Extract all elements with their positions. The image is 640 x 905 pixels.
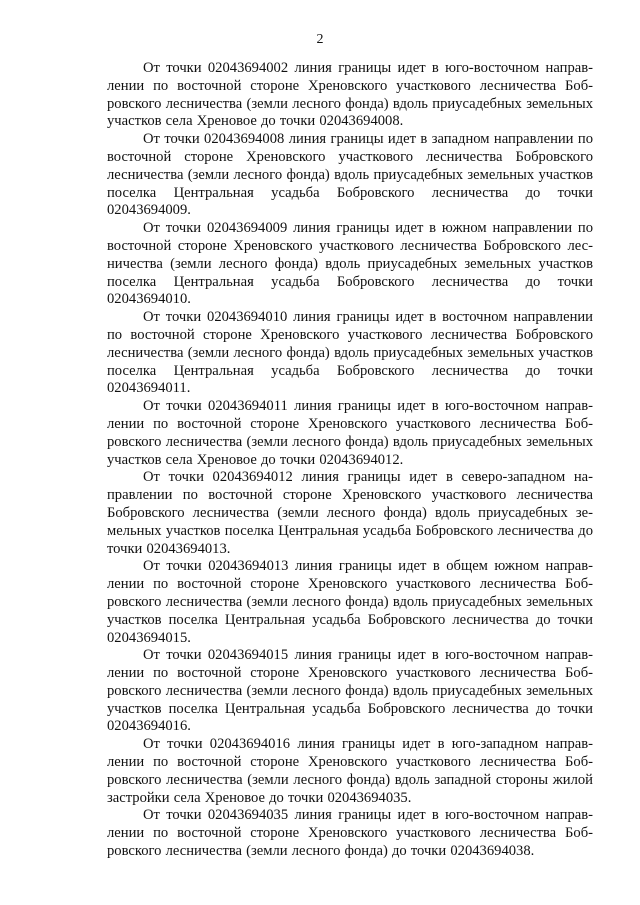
paragraph-5: От точки 02043694011 линия границы идет в юго-восточном направлении по восточной стороне Хреновского участкового лесничества Бобровского лесничества (земли лесного фонда) вдоль приусадебных земельных участков села Хреновое до точки 02043694012. (107, 398, 593, 468)
paragraph-2: От точки 02043694008 линия границы идет в западном направлении по восточной стороне Хреновского участкового лесничества Бобровского лесничества (земли лесного фонда) вдоль приусадебных земельных участков поселка Центральная усадьба Бобровского лесничества до точки 02043694009. (107, 131, 593, 219)
paragraph-3: От точки 02043694009 линия границы идет в южном направлении по восточной стороне Хреновского участкового лесничества Бобровского лесничества (земли лесного фонда) вдоль приусадебных земельных участков поселка Центральная усадьба Бобровского лесничества до точки 02043694010. (107, 220, 593, 308)
paragraph-1: От точки 02043694002 линия границы идет в юго-восточном направлении по восточной стороне Хреновского участкового лесничества Бобровского лесничества (земли лесного фонда) вдоль приусадебных земельных участков села Хреновое до точки 02043694008. (107, 60, 593, 130)
paragraph-6: От точки 02043694012 линия границы идет в северо-западном направлении по восточной стороне Хреновского участкового лесничества Бобровского лесничества (земли лесного фонда) вдоль приусадебных земельных участков поселка Центральная усадьба Бобровского лесничества до точки 02043694013. (107, 469, 593, 557)
paragraph-4: От точки 02043694010 линия границы идет в восточном направлении по восточной стороне Хреновского участкового лесничества Бобровского лесничества (земли лесного фонда) вдоль приусадебных земельных участков поселка Центральная усадьба Бобровского лесничества до точки 02043694011. (107, 309, 593, 397)
page-number: 2 (316, 32, 324, 47)
paragraph-9: От точки 02043694016 линия границы идет в юго-западном направлении по восточной стороне Хреновского участкового лесничества Бобровского лесничества (земли лесного фонда) вдоль западной стороны жилой застройки села Хреновое до точки 02043694035. (107, 736, 593, 806)
paragraph-7: От точки 02043694013 линия границы идет в общем южном направлении по восточной стороне Хреновского участкового лесничества Бобровского лесничества (земли лесного фонда) вдоль приусадебных земельных участков поселка Центральная усадьба Бобровского лесничества до точки 02043694015. (107, 558, 593, 646)
paragraph-8: От точки 02043694015 линия границы идет в юго-восточном направлении по восточной стороне Хреновского участкового лесничества Бобровского лесничества (земли лесного фонда) вдоль приусадебных земельных участков поселка Центральная усадьба Бобровского лесничества до точки 02043694016. (107, 647, 593, 735)
paragraph-10: От точки 02043694035 линия границы идет в юго-восточном направлении по восточной стороне Хреновского участкового лесничества Бобровского лесничества (земли лесного фонда) до точки 02043694038. (107, 807, 593, 860)
document-body (107, 60, 593, 861)
